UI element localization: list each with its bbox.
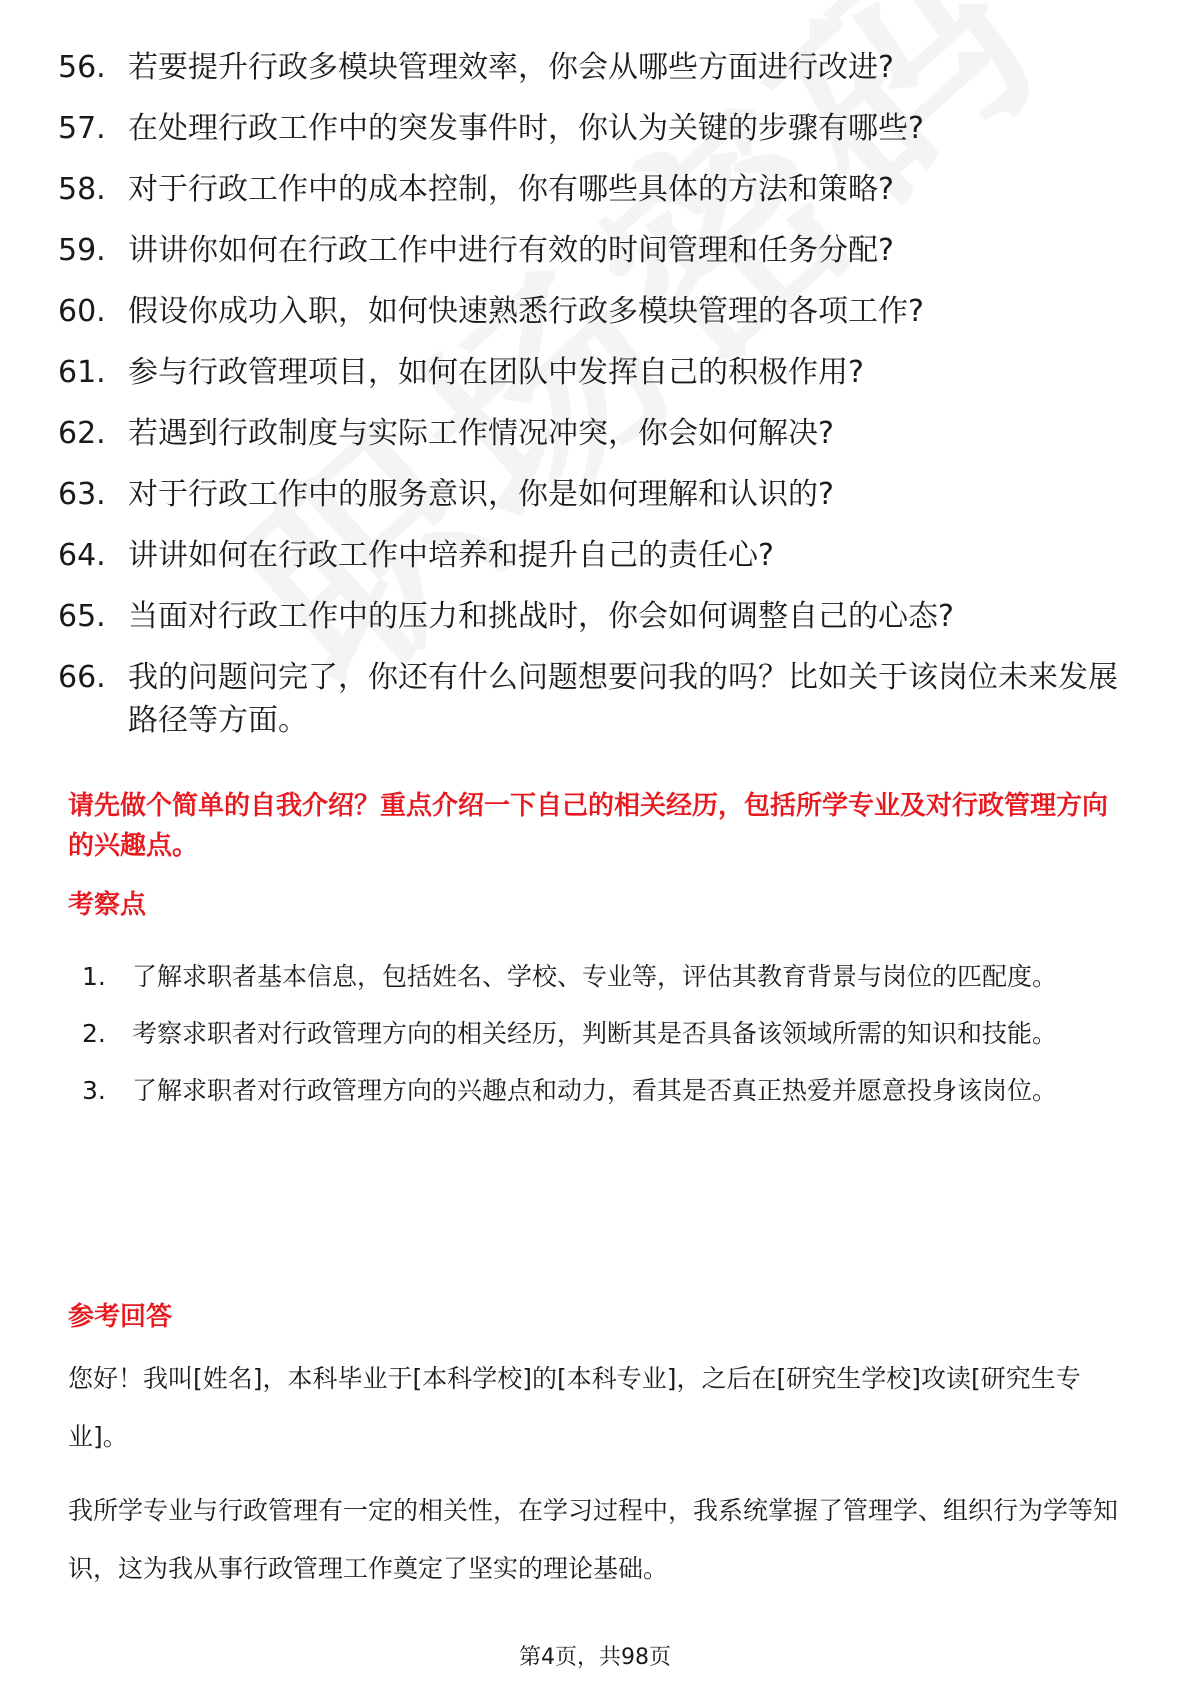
list-item <box>68 1062 1128 1119</box>
question-text: 对于行政工作中的成本控制，你有哪些具体的方法和策略? <box>128 172 894 207</box>
item-number: 2. <box>82 1019 106 1048</box>
question-number: 61. <box>58 355 106 390</box>
answer-heading: 参考回答 <box>68 1302 173 1332</box>
question-text: 若要提升行政多模块管理效率，你会从哪些方面进行改进? <box>128 50 894 85</box>
question-text: 当面对行政工作中的压力和挑战时，你会如何调整自己的心态? <box>128 599 954 634</box>
list-item <box>58 46 1138 89</box>
question-number: 57. <box>58 111 106 146</box>
list-item <box>58 168 1138 211</box>
question-text: 在处理行政工作中的突发事件时，你认为关键的步骤有哪些? <box>128 111 924 146</box>
question-number: 58. <box>58 172 106 207</box>
list-item <box>58 351 1138 394</box>
question-number: 62. <box>58 416 106 451</box>
item-text: 了解求职者基本信息，包括姓名、学校、专业等，评估其教育背景与岗位的匹配度。 <box>132 962 1058 991</box>
question-number: 60. <box>58 294 106 329</box>
list-item <box>58 107 1138 150</box>
question-text: 我的问题问完了，你还有什么问题想要问我的吗？比如关于该岗位未来发展路径等方面。 <box>128 660 1118 738</box>
item-number: 3. <box>82 1076 106 1105</box>
list-item <box>68 948 1128 1005</box>
question-number: 66. <box>58 660 106 695</box>
answer-paragraph: 您好！我叫[姓名]，本科毕业于[本科学校]的[本科专业]，之后在[研究生学校]攻读[研究生专业]。 <box>68 1364 1081 1451</box>
question-number: 59. <box>58 233 106 268</box>
question-list <box>58 46 1138 760</box>
question-title: 请先做个简单的自我介绍？重点介绍一下自己的相关经历，包括所学专业及对行政管理方向的兴趣点。 <box>68 791 1109 861</box>
question-text: 讲讲如何在行政工作中培养和提升自己的责任心? <box>128 538 774 573</box>
question-number: 64. <box>58 538 106 573</box>
item-text: 考察求职者对行政管理方向的相关经历，判断其是否具备该领域所需的知识和技能。 <box>132 1019 1058 1048</box>
question-number: 65. <box>58 599 106 634</box>
list-item <box>58 473 1138 516</box>
question-text: 若遇到行政制度与实际工作情况冲突，你会如何解决? <box>128 416 834 451</box>
question-text: 对于行政工作中的服务意识，你是如何理解和认识的? <box>128 477 834 512</box>
list-item <box>58 656 1138 742</box>
exam-points-list <box>68 948 1128 1119</box>
question-text: 参与行政管理项目，如何在团队中发挥自己的积极作用? <box>128 355 864 390</box>
list-item <box>68 1005 1128 1062</box>
answer-paragraph: 我所学专业与行政管理有一定的相关性，在学习过程中，我系统掌握了管理学、组织行为学等知识，这为我从事行政管理工作奠定了坚实的理论基础。 <box>68 1496 1119 1583</box>
list-item <box>58 412 1138 455</box>
question-number: 63. <box>58 477 106 512</box>
list-item <box>58 229 1138 272</box>
question-text: 讲讲你如何在行政工作中进行有效的时间管理和任务分配? <box>128 233 894 268</box>
list-item <box>58 595 1138 638</box>
list-item <box>58 290 1138 333</box>
question-text: 假设你成功入职，如何快速熟悉行政多模块管理的各项工作? <box>128 294 924 329</box>
item-text: 了解求职者对行政管理方向的兴趣点和动力，看其是否真正热爱并愿意投身该岗位。 <box>132 1076 1058 1105</box>
exam-points-heading: 考察点 <box>68 890 147 920</box>
list-item <box>58 534 1138 577</box>
question-number: 56. <box>58 50 106 85</box>
item-number: 1. <box>82 962 106 991</box>
page-footer: 第4页，共98页 <box>519 1645 671 1670</box>
